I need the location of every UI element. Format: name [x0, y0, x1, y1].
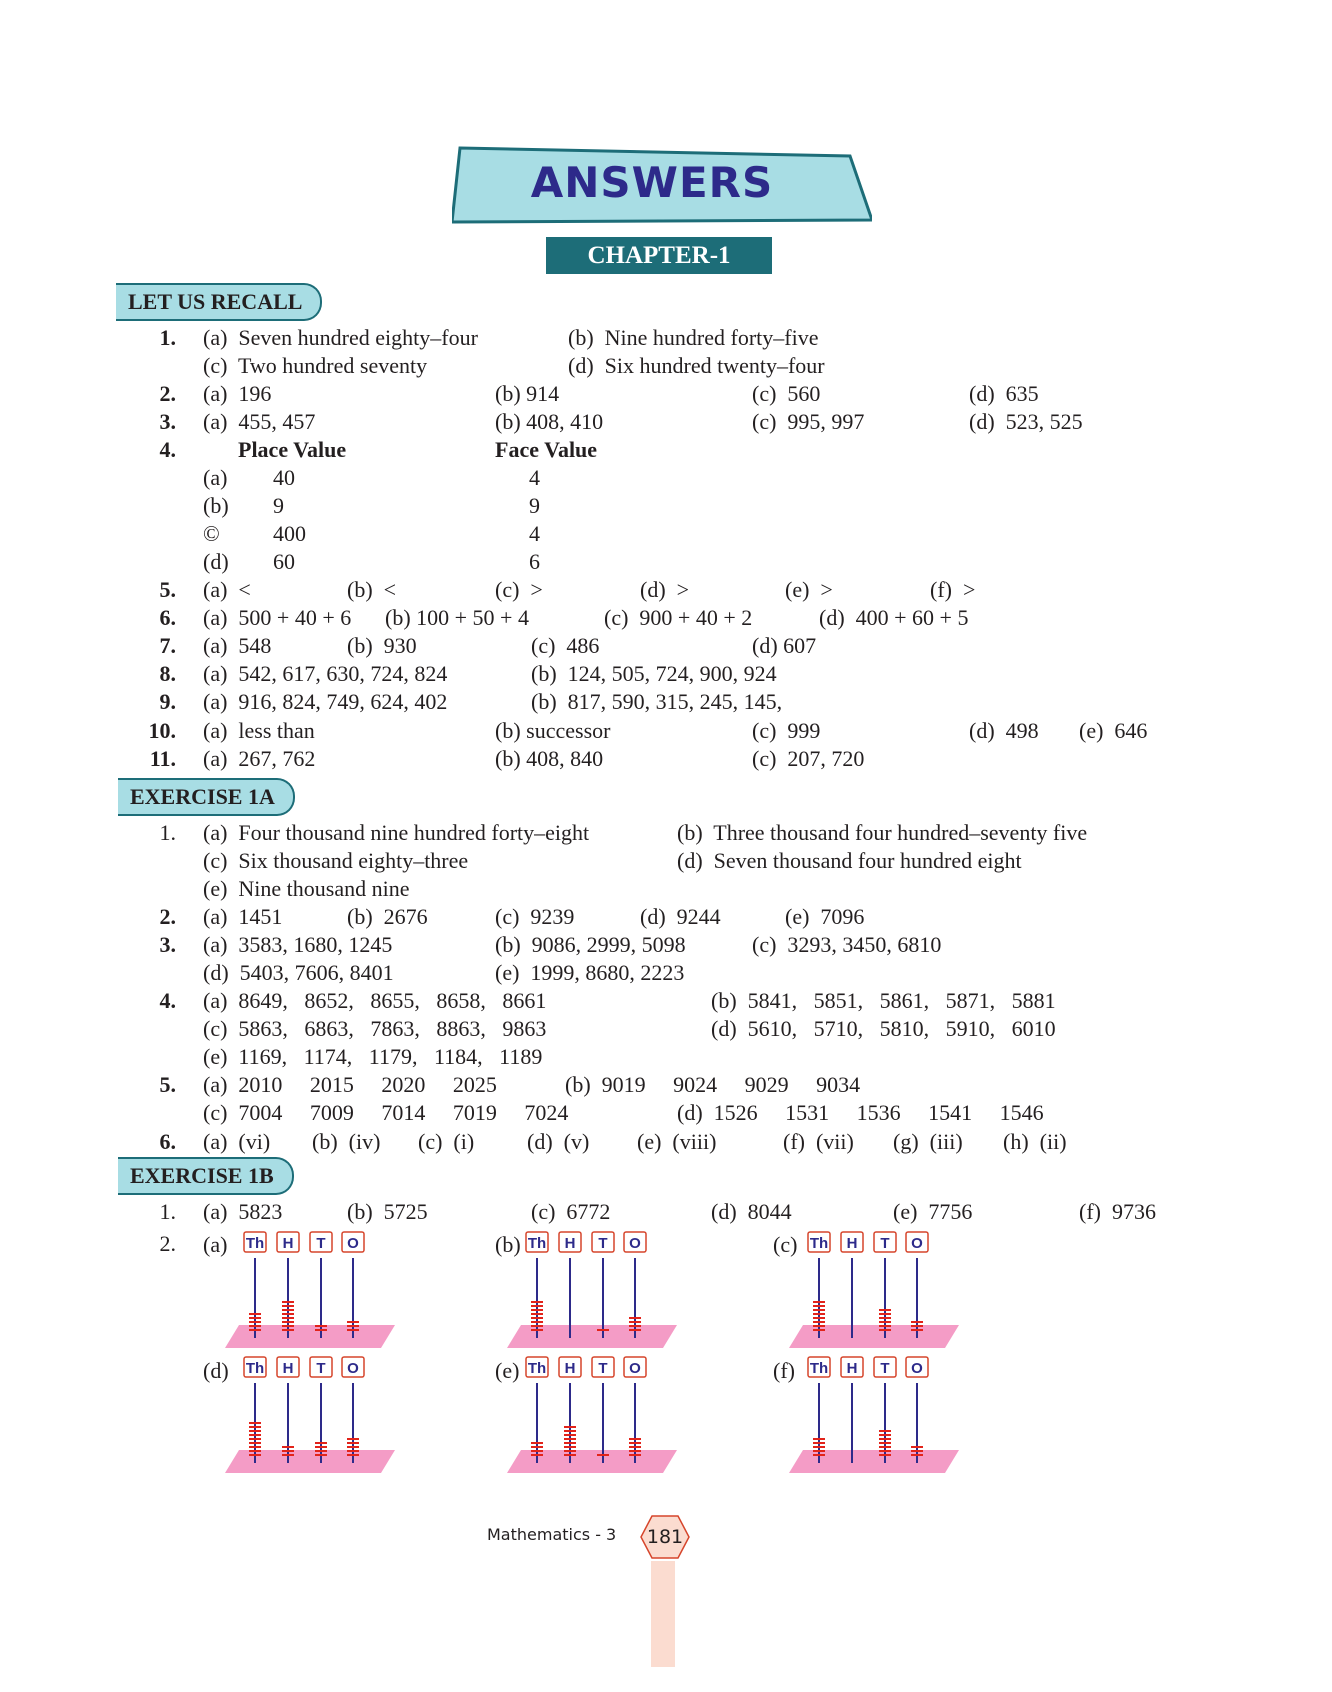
question-number: 3. [159, 409, 176, 434]
answer-text: (d) 400 + 60 + 5 [819, 605, 969, 630]
abacus-base [225, 1325, 395, 1348]
answer-text: (f) (vii) [783, 1129, 854, 1154]
answer-text: (b) 5841, 5851, 5861, 5871, 5881 [711, 988, 1056, 1013]
answer-text: (b) 5725 [347, 1199, 428, 1224]
answer-text: (a) less than [203, 718, 315, 743]
abacus-label: (d) [203, 1358, 229, 1383]
column-heading-face-value: Face Value [495, 437, 598, 462]
place-label: T [316, 1360, 326, 1377]
abacus-figure [225, 1355, 395, 1479]
place-label: H [564, 1235, 576, 1252]
answer-text: (c) > [495, 577, 543, 602]
place-value: 400 [273, 521, 306, 546]
abacus-label: (b) [495, 1232, 521, 1257]
question-number: 11. [149, 746, 176, 771]
answer-text: (c) 7004 7009 7014 7019 7024 [203, 1100, 569, 1125]
section-heading-exercise-1b: EXERCISE 1B [118, 1157, 294, 1195]
answer-text: (a) (vi) [203, 1129, 271, 1154]
question-number: 4. [159, 437, 176, 462]
place-label: H [282, 1235, 294, 1252]
place-label: H [846, 1235, 858, 1252]
question-number: 3. [159, 932, 176, 957]
abacus-base [789, 1450, 959, 1473]
question-number: 9. [159, 689, 176, 714]
abacus-label: (c) [773, 1232, 798, 1257]
answer-text: (c) 486 [531, 633, 600, 658]
place-label: T [598, 1360, 608, 1377]
chapter-heading: CHAPTER-1 [546, 237, 772, 274]
face-value: 6 [529, 549, 540, 574]
place-label: O [629, 1235, 641, 1252]
answer-text: (c) 995, 997 [752, 409, 865, 434]
abacus-figure [507, 1230, 677, 1354]
answer-text: (f) 9736 [1079, 1199, 1156, 1224]
section-heading-exercise-1a: EXERCISE 1A [118, 778, 295, 816]
answer-text: (c) (i) [418, 1129, 475, 1154]
answer-text: (d) 635 [969, 381, 1039, 406]
question-number: 6. [159, 1129, 176, 1154]
abacus-label: (f) [773, 1358, 795, 1383]
answer-text: (b) 408, 410 [495, 409, 604, 434]
section-heading-recall: LET US RECALL [116, 283, 322, 321]
answer-text: (c) 5863, 6863, 7863, 8863, 9863 [203, 1016, 547, 1041]
answer-text: (a) 548 [203, 633, 272, 658]
answer-text: (h) (ii) [1003, 1129, 1067, 1154]
abacus-label: (a) [203, 1232, 228, 1257]
answer-text: (d) 5403, 7606, 8401 [203, 960, 394, 985]
row-label: (b) [203, 493, 229, 518]
place-label: H [846, 1360, 858, 1377]
answer-text: (d) 8044 [711, 1199, 792, 1224]
question-number: 4. [159, 988, 176, 1013]
answer-text: (a) 916, 824, 749, 624, 402 [203, 689, 448, 714]
answer-text: (a) 3583, 1680, 1245 [203, 932, 393, 957]
answer-text: (c) 999 [752, 718, 821, 743]
footer-subject: Mathematics - 3 [487, 1525, 617, 1544]
place-label: Th [245, 1360, 265, 1377]
answer-text: (c) 560 [752, 381, 821, 406]
row-label: © [203, 521, 220, 546]
place-value: 60 [273, 549, 295, 574]
question-number: 5. [159, 1072, 176, 1097]
abacus-base [507, 1325, 677, 1348]
abacus-base [225, 1450, 395, 1473]
answer-text: (a) 542, 617, 630, 724, 824 [203, 661, 448, 686]
answer-text: (b) 100 + 50 + 4 [385, 605, 529, 630]
question-number: 2. [159, 904, 176, 929]
place-label: H [282, 1360, 294, 1377]
place-label: Th [809, 1235, 829, 1252]
answer-text: (a) 267, 762 [203, 746, 316, 771]
page-title: ANSWERS [530, 158, 774, 207]
answer-text: (e) (viii) [637, 1129, 717, 1154]
answer-text: (c) 6772 [531, 1199, 611, 1224]
answer-text: (a) 2010 2015 2020 2025 [203, 1072, 497, 1097]
question-number: 10. [148, 718, 176, 743]
row-label: (a) [203, 465, 228, 490]
place-label: T [598, 1235, 608, 1252]
answer-text: (c) Six thousand eighty–three [203, 848, 469, 873]
answer-text: (d) Six hundred twenty–four [568, 353, 825, 378]
answer-text: (a) 196 [203, 381, 272, 406]
place-label: Th [809, 1360, 829, 1377]
place-label: O [911, 1235, 923, 1252]
answer-text: (d) 1526 1531 1536 1541 1546 [677, 1100, 1044, 1125]
face-value: 4 [529, 521, 540, 546]
answer-text: (e) Nine thousand nine [203, 876, 410, 901]
answer-text: (e) 7096 [785, 904, 865, 929]
question-number: 6. [159, 605, 176, 630]
place-label: T [880, 1235, 890, 1252]
place-value: 9 [273, 493, 284, 518]
answer-text: (c) Two hundred seventy [203, 353, 428, 378]
place-value: 40 [273, 465, 295, 490]
answer-text: (d) (v) [527, 1129, 590, 1154]
answer-text: (b) 817, 590, 315, 245, 145, [531, 689, 783, 714]
answer-text: (b) Three thousand four hundred–seventy five [677, 820, 1088, 845]
answer-text: (c) 9239 [495, 904, 575, 929]
question-number: 1. [159, 820, 176, 845]
answer-text: (b) 2676 [347, 904, 428, 929]
answer-text: (b) 9019 9024 9029 9034 [565, 1072, 861, 1097]
answer-text: (a) < [203, 577, 251, 602]
answer-text: (c) 3293, 3450, 6810 [752, 932, 942, 957]
row-label: (d) [203, 549, 229, 574]
place-label: Th [245, 1235, 265, 1252]
place-label: Th [527, 1360, 547, 1377]
place-label: O [347, 1360, 359, 1377]
answer-text: (d) 9244 [640, 904, 721, 929]
abacus-base [789, 1325, 959, 1348]
answer-text: (g) (iii) [893, 1129, 963, 1154]
face-value: 9 [529, 493, 540, 518]
answer-text: (e) 1169, 1174, 1179, 1184, 1189 [203, 1044, 543, 1069]
answer-text: (a) Four thousand nine hundred forty–eight [203, 820, 590, 845]
answer-text: (b) 408, 840 [495, 746, 604, 771]
question-number: 7. [159, 633, 176, 658]
answer-text: (e) 1999, 8680, 2223 [495, 960, 685, 985]
answer-text: (a) 8649, 8652, 8655, 8658, 8661 [203, 988, 547, 1013]
answer-text: (b) successor [495, 718, 611, 743]
question-number: 2. [159, 1231, 176, 1256]
answer-text: (a) 500 + 40 + 6 [203, 605, 352, 630]
abacus-base [507, 1450, 677, 1473]
place-label: O [911, 1360, 923, 1377]
question-number: 5. [159, 577, 176, 602]
question-number: 1. [159, 325, 176, 350]
question-number: 2. [159, 381, 176, 406]
question-number: 1. [159, 1199, 176, 1224]
answer-text: (a) 1451 [203, 904, 283, 929]
answer-text: (b) 9086, 2999, 5098 [495, 932, 686, 957]
answer-text: (a) 455, 457 [203, 409, 316, 434]
abacus-figure [507, 1355, 677, 1479]
page-strip [651, 1561, 675, 1667]
answer-text: (d) Seven thousand four hundred eight [677, 848, 1022, 873]
answer-text: (d) > [640, 577, 690, 602]
answer-text: (b) Nine hundred forty–five [568, 325, 819, 350]
page-number: 181 [646, 1526, 684, 1548]
answer-text: (b) < [347, 577, 397, 602]
abacus-figure [789, 1230, 959, 1354]
answer-text: (f) > [930, 577, 976, 602]
answer-text: (b) 930 [347, 633, 417, 658]
face-value: 4 [529, 465, 540, 490]
place-label: T [880, 1360, 890, 1377]
place-label: H [564, 1360, 576, 1377]
column-heading-place-value: Place Value [238, 437, 347, 462]
question-number: 8. [159, 661, 176, 686]
place-label: Th [527, 1235, 547, 1252]
place-label: O [347, 1235, 359, 1252]
answer-text: (e) 646 [1079, 718, 1148, 743]
answer-text: (c) 207, 720 [752, 746, 865, 771]
answer-text: (e) > [785, 577, 833, 602]
answer-text: (d) 523, 525 [969, 409, 1083, 434]
answer-text: (b) 124, 505, 724, 900, 924 [531, 661, 777, 686]
answer-text: (c) 900 + 40 + 2 [604, 605, 753, 630]
answer-text: (e) 7756 [893, 1199, 973, 1224]
abacus-figure [225, 1230, 395, 1354]
answer-text: (d) 5610, 5710, 5810, 5910, 6010 [711, 1016, 1056, 1041]
place-label: O [629, 1360, 641, 1377]
place-label: T [316, 1235, 326, 1252]
abacus-label: (e) [495, 1358, 520, 1383]
abacus-figure [789, 1355, 959, 1479]
answer-text: (a) 5823 [203, 1199, 283, 1224]
answer-text: (a) Seven hundred eighty–four [203, 325, 478, 350]
answer-text: (b) (iv) [312, 1129, 381, 1154]
answer-text: (d) 607 [752, 633, 817, 658]
answer-text: (b) 914 [495, 381, 560, 406]
answer-text: (d) 498 [969, 718, 1039, 743]
